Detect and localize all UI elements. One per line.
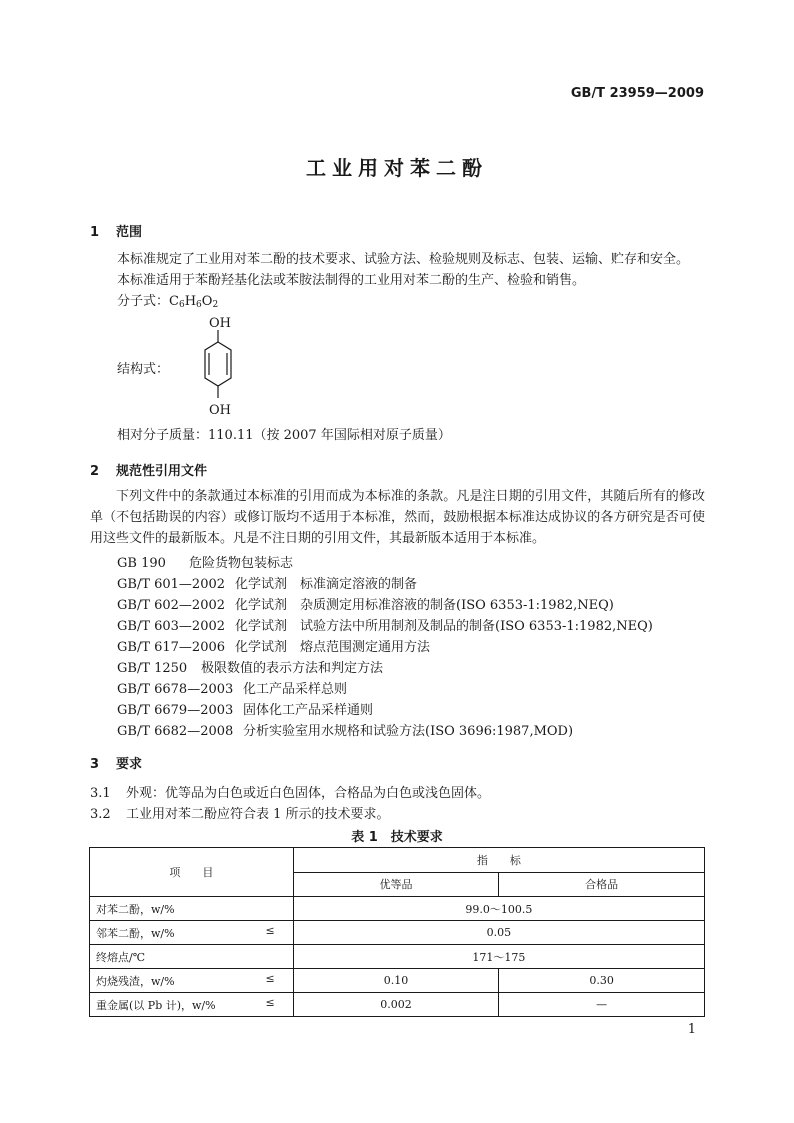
formula-h: H (184, 294, 197, 309)
reference-code: GB/T 617—2006 (117, 640, 226, 655)
formula-o: O (201, 294, 213, 309)
le-symbol: ≤ (265, 924, 275, 937)
reference-item (117, 615, 653, 634)
reference-title: 化学试剂 熔点范围测定通用方法 (235, 640, 431, 655)
reference-code: GB/T 601—2002 (117, 577, 226, 592)
reference-item (117, 720, 573, 739)
reference-title: 化学试剂 标准滴定溶液的制备 (235, 577, 418, 592)
header-item: 项 目 (90, 848, 294, 897)
row-item (90, 945, 294, 969)
row-value-qualified: 0.30 (499, 969, 705, 993)
row-value: 99.0～100.5 (293, 897, 704, 921)
relative-molecular-mass: 相对分子质量：110.11（按 2007 年国际相对原子质量） (117, 428, 451, 443)
section-3-heading (90, 753, 142, 772)
reference-item (117, 573, 417, 592)
oh-top-label: OH (209, 316, 231, 331)
section-2-heading (90, 460, 207, 479)
molecular-formula (117, 291, 218, 312)
table-caption: 表 1 技术要求 (351, 830, 443, 845)
technical-requirements-table (89, 847, 705, 1017)
table-row (90, 993, 705, 1017)
reference-code: GB/T 602—2002 (117, 598, 226, 613)
row-value-qualified: — (499, 993, 705, 1017)
formula-c-count: 6 (178, 300, 185, 310)
document-title: 工业用对苯二酚 (306, 156, 488, 180)
formula-label: 分子式： (117, 294, 170, 309)
oh-bottom-label: OH (209, 403, 231, 418)
section-number: 2 (90, 464, 100, 479)
standard-number: GB/T 23959—2009 (570, 86, 704, 101)
reference-item (117, 636, 430, 655)
reference-code: GB/T 1250 (117, 661, 188, 676)
reference-title: 固体化工产品采样通则 (243, 703, 374, 718)
scope-line-1: 本标准规定了工业用对苯二酚的技术要求、试验方法、检验规则及标志、包装、运输、贮存和安全。 (117, 252, 690, 267)
row-item (90, 969, 294, 993)
section-title: 要求 (116, 757, 143, 772)
reference-title: 危险货物包装标志 (189, 556, 294, 571)
formula-o-count: 2 (212, 300, 219, 310)
item-label: 对苯二酚，w/% (96, 902, 175, 916)
requirement-item (90, 783, 490, 804)
table-header-row (90, 848, 705, 873)
reference-title: 化学试剂 杂质测定用标准溶液的制备(ISO 6353-1:1982,NEQ) (235, 598, 614, 613)
structure-label: 结构式： (117, 362, 170, 377)
reference-item (117, 657, 383, 676)
section-number: 1 (90, 225, 100, 240)
normative-references-paragraph: 下列文件中的条款通过本标准的引用而成为本标准的条款。凡是注日期的引用文件，其随后所有的修改单（不包括勘误的内容）或修订版均不适用于本标准，然而，鼓励根据本标准达成协议的各方研究是否可使用这些文件的最新版本。凡是不注日期的引用文件，其最新版本适用于本标准。 (90, 489, 705, 546)
section-title: 规范性引用文件 (116, 464, 208, 479)
reference-item (117, 699, 373, 718)
section-1-heading (90, 221, 142, 240)
requirement-text: 外观：优等品为白色或近白色固体，合格品为白色或浅色固体。 (126, 786, 491, 801)
header-grade-premium: 优等品 (293, 872, 499, 897)
formula-h-count: 6 (196, 300, 202, 310)
row-value: 171～175 (293, 945, 704, 969)
requirement-text: 工业用对苯二酚应符合表 1 所示的技术要求。 (126, 807, 390, 822)
requirement-item (90, 804, 390, 825)
requirement-number: 3.2 (90, 807, 111, 822)
header-grade-qualified: 合格品 (499, 872, 705, 897)
item-label: 终熔点/℃ (96, 950, 146, 964)
row-item (90, 921, 294, 945)
section-number: 3 (90, 757, 100, 772)
table-row (90, 897, 705, 921)
reference-item (117, 678, 347, 697)
row-item (90, 993, 294, 1017)
item-label: 邻苯二酚，w/% (96, 926, 175, 940)
table-row (90, 969, 705, 993)
reference-title: 化工产品采样总则 (243, 682, 348, 697)
item-label: 重金属(以 Pb 计)，w/% (96, 998, 216, 1012)
reference-code: GB/T 6679—2003 (117, 703, 234, 718)
reference-item (117, 552, 293, 571)
le-symbol: ≤ (265, 996, 275, 1009)
formula-c: C (169, 294, 179, 309)
table-row (90, 945, 705, 969)
row-value-premium: 0.002 (293, 993, 499, 1017)
table-row (90, 921, 705, 945)
page-number: 1 (687, 1022, 696, 1037)
reference-title: 分析实验室用水规格和试验方法(ISO 3696:1987,MOD) (243, 724, 574, 739)
row-value: 0.05 (293, 921, 704, 945)
hydroquinone-structure (190, 314, 260, 422)
reference-code: GB/T 6682—2008 (117, 724, 234, 739)
reference-code: GB/T 6678—2003 (117, 682, 234, 697)
row-item (90, 897, 294, 921)
reference-item (117, 594, 614, 613)
reference-title: 极限数值的表示方法和判定方法 (201, 661, 384, 676)
reference-code: GB/T 603—2002 (117, 619, 226, 634)
scope-line-2: 本标准适用于苯酚羟基化法或苯胺法制得的工业用对苯二酚的生产、检验和销售。 (117, 273, 586, 288)
item-label: 灼烧残渣，w/% (96, 974, 175, 988)
reference-code: GB 190 (117, 556, 166, 571)
header-index: 指 标 (293, 848, 704, 873)
reference-title: 化学试剂 试验方法中所用制剂及制品的制备(ISO 6353-1:1982,NEQ) (235, 619, 653, 634)
benzene-ring (205, 330, 231, 398)
requirement-number: 3.1 (90, 786, 111, 801)
section-title: 范围 (116, 225, 143, 240)
le-symbol: ≤ (265, 972, 275, 985)
row-value-premium: 0.10 (293, 969, 499, 993)
